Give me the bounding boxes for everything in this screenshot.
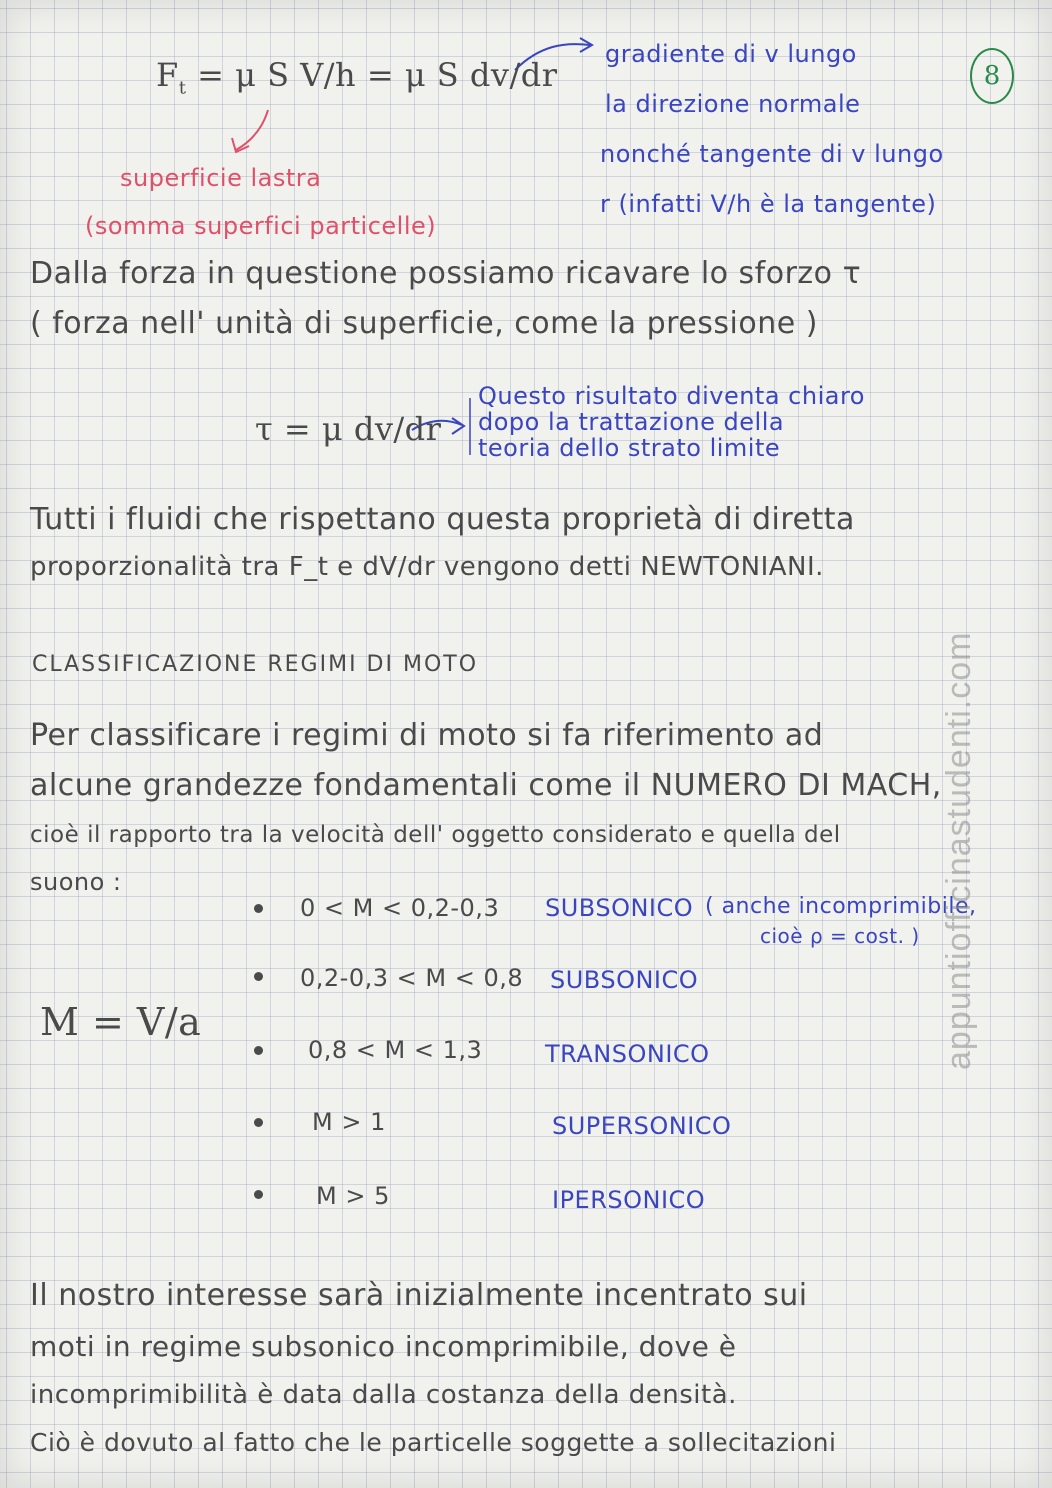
- strato-note-line-2: dopo la trattazione della: [478, 408, 785, 436]
- regime-range: 0 < M < 0,2-0,3: [300, 894, 500, 922]
- regime-name: SUBSONICO: [545, 894, 694, 922]
- superficie-note-line-1: superficie lastra: [120, 164, 322, 192]
- regime-name: IPERSONICO: [552, 1186, 706, 1214]
- gradient-note-line-4: r (infatti V/h è la tangente): [600, 190, 937, 218]
- section-title: CLASSIFICAZIONE REGIMI DI MOTO: [32, 652, 479, 677]
- regime-range: M > 1: [312, 1108, 386, 1136]
- paragraph2-line-1: Tutti i fluidi che rispettano questa proprietà di diretta: [30, 502, 855, 537]
- mach-formula: M = V/a: [40, 1000, 202, 1044]
- regime-name: TRANSONICO: [545, 1040, 710, 1068]
- paragraph3-line-2: alcune grandezze fondamentali come il NUMERO DI MACH,: [30, 768, 942, 803]
- formula-tangential-force: [156, 56, 558, 98]
- paragraph3-line-4: suono :: [30, 868, 122, 896]
- paragraph1-line-2: ( forza nell' unità di superficie, come la pressione ): [30, 306, 818, 341]
- paragraph4-line-1: Il nostro interesse sarà inizialmente incentrato sui: [30, 1278, 808, 1313]
- regime-note-2: cioè ρ = cost. ): [760, 924, 920, 948]
- bullet-icon: [254, 904, 263, 913]
- bullet-icon: [254, 972, 263, 981]
- watermark: appuntiofficinastudenti.com: [940, 631, 978, 1070]
- formula-rhs: = μ S V/h = μ S dv/dr: [197, 56, 558, 94]
- formula-shear-stress: τ = μ dv/dr: [255, 410, 442, 448]
- paragraph4-line-2: moti in regime subsonico incomprimibile, dove è: [30, 1330, 737, 1363]
- gradient-note-line-2: la direzione normale: [605, 90, 861, 118]
- arrow-to-superficie-icon: [236, 110, 268, 150]
- bullet-icon: [254, 1046, 263, 1055]
- strato-note-line-1: Questo risultato diventa chiaro: [478, 382, 865, 410]
- strato-note-line-3: teoria dello strato limite: [478, 434, 781, 462]
- bullet-icon: [254, 1118, 263, 1127]
- formula-lhs-sub: t: [178, 77, 187, 99]
- gradient-note-line-3: nonché tangente di v lungo: [600, 140, 944, 168]
- paragraph4-line-3: incomprimibilità è data dalla costanza della densità.: [30, 1380, 737, 1410]
- gradient-note-line-1: gradiente di v lungo: [605, 40, 857, 68]
- formula-lhs: F: [156, 56, 179, 94]
- paragraph1-line-1: Dalla forza in questione possiamo ricavare lo sforzo τ: [30, 256, 862, 291]
- paragraph2-line-2: proporzionalità tra F_t e dV/dr vengono detti NEWTONIANI.: [30, 552, 824, 582]
- regime-note: ( anche incomprimibile,: [705, 894, 977, 919]
- regime-range: 0,2-0,3 < M < 0,8: [300, 964, 524, 992]
- paragraph3-line-1: Per classificare i regimi di moto si fa riferimento ad: [30, 718, 824, 753]
- page-number: 8: [970, 48, 1014, 104]
- regime-range: 0,8 < M < 1,3: [308, 1036, 483, 1064]
- regime-name: SUPERSONICO: [552, 1112, 732, 1140]
- paragraph4-line-4: Ciò è dovuto al fatto che le particelle soggette a sollecitazioni: [30, 1428, 837, 1457]
- regime-name: SUBSONICO: [550, 966, 699, 994]
- paragraph3-line-3: cioè il rapporto tra la velocità dell' oggetto considerato e quella del: [30, 822, 841, 848]
- superficie-note-line-2: (somma superfici particelle): [85, 212, 437, 240]
- regime-range: M > 5: [316, 1182, 390, 1210]
- bullet-icon: [254, 1190, 263, 1199]
